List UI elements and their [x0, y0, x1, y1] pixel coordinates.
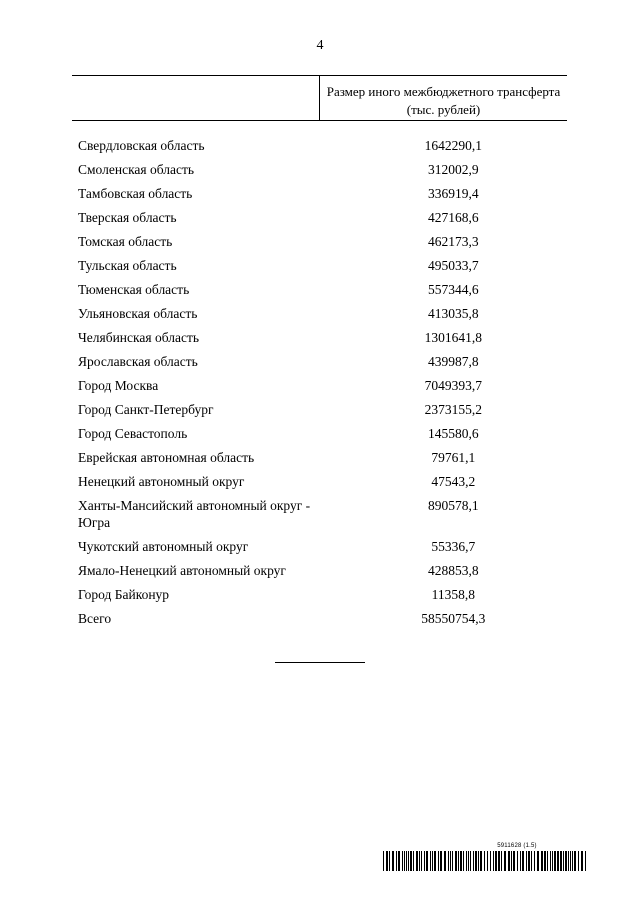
region-name: Ханты-Мансийский автономный округ - Югра	[78, 497, 311, 530]
barcode-bar	[495, 851, 497, 871]
region-name: Смоленская область	[78, 161, 195, 177]
barcode-bar	[534, 851, 535, 871]
barcode-bar	[406, 851, 407, 871]
barcode-bar	[563, 851, 564, 871]
barcode-bar	[450, 851, 451, 871]
table-row	[78, 157, 548, 181]
region-name: Челябинская область	[78, 329, 200, 345]
barcode-bar	[392, 851, 394, 871]
barcode-bar	[585, 851, 586, 871]
transfer-amount: 1642290,1	[424, 137, 483, 153]
transfer-amount: 413035,8	[428, 305, 479, 321]
barcode-bar	[484, 851, 485, 871]
barcode-bar	[520, 851, 521, 871]
barcode-bar	[430, 851, 431, 871]
table-row	[78, 469, 548, 493]
region-name: Ярославская область	[78, 353, 198, 369]
transfer-amount: 58550754,3	[421, 610, 486, 626]
barcode-bar	[468, 851, 469, 871]
table-row	[78, 181, 548, 205]
transfer-amount: 2373155,2	[424, 401, 483, 417]
barcode-bar	[557, 851, 559, 871]
barcode-bar	[398, 851, 400, 871]
barcode-bar	[528, 851, 530, 871]
table-row	[78, 582, 548, 606]
barcode-bar	[466, 851, 467, 871]
barcode-bar	[426, 851, 428, 871]
table-row	[78, 349, 548, 373]
table-body	[78, 133, 548, 630]
barcode-bar	[552, 851, 553, 871]
transfer-amount: 11358,8	[431, 586, 476, 602]
barcode-bar	[408, 851, 409, 871]
transfer-amount: 462173,3	[428, 233, 479, 249]
region-name: Тверская область	[78, 209, 177, 225]
barcode-bar	[421, 851, 422, 871]
transfer-amount: 495033,7	[428, 257, 479, 273]
barcode-bar	[478, 851, 479, 871]
region-name: Город Севастополь	[78, 425, 188, 441]
table-row	[78, 277, 548, 301]
barcode-bar	[419, 851, 420, 871]
region-name: Город Санкт-Петербург	[78, 401, 214, 417]
transfer-amount: 439987,8	[428, 353, 479, 369]
barcode-bar	[448, 851, 449, 871]
region-name: Тюменская область	[78, 281, 190, 297]
table-row	[78, 325, 548, 349]
transfer-amount: 890578,1	[428, 497, 479, 513]
region-name: Свердловская область	[78, 137, 205, 153]
barcode-bar	[504, 851, 506, 871]
barcode-bar	[458, 851, 459, 871]
barcode-bar	[475, 851, 477, 871]
barcode-bar	[487, 851, 488, 871]
barcode-bar	[404, 851, 405, 871]
table-row	[78, 558, 548, 582]
barcode-bar	[544, 851, 546, 871]
table-row	[78, 493, 548, 534]
barcode-bar	[565, 851, 567, 871]
barcode-bar	[570, 851, 571, 871]
page-number: 4	[316, 38, 324, 53]
barcode-bar	[440, 851, 442, 871]
barcode-bar	[383, 851, 384, 871]
barcode-bar	[560, 851, 562, 871]
barcode-bar	[455, 851, 457, 871]
barcode-bar	[452, 851, 453, 871]
barcode-bar	[389, 851, 390, 871]
table-row	[78, 445, 548, 469]
region-name: Тамбовская область	[78, 185, 193, 201]
table-row	[78, 253, 548, 277]
barcode-bar	[396, 851, 397, 871]
barcode-bar	[531, 851, 532, 871]
region-name: Тульская область	[78, 257, 177, 273]
transfer-amount: 47543,2	[431, 473, 476, 489]
transfer-amount: 1301641,8	[424, 329, 483, 345]
table-row	[78, 205, 548, 229]
transfer-amount: 312002,9	[428, 161, 479, 177]
region-name: Город Москва	[78, 377, 159, 393]
barcode-bar	[463, 851, 464, 871]
barcode-bar	[386, 851, 388, 871]
table-row	[78, 606, 548, 630]
barcode-bar	[578, 851, 579, 871]
barcode-bar	[402, 851, 403, 871]
barcode-image	[383, 851, 589, 871]
table-row	[78, 534, 548, 558]
barcode-bar	[498, 851, 500, 871]
barcode-bar	[554, 851, 556, 871]
barcode-bar	[438, 851, 439, 871]
transfer-amount: 7049393,7	[424, 377, 483, 393]
barcode-bar	[501, 851, 502, 871]
barcode-bar	[522, 851, 524, 871]
barcode-bar	[410, 851, 412, 871]
column-header-transfer-amount: Размер иного межбюджетного трансферта (тыс. рублей)	[326, 84, 561, 117]
transfer-amount: 428853,8	[428, 562, 479, 578]
barcode-bar	[473, 851, 474, 871]
transfer-amount: 79761,1	[431, 449, 476, 465]
barcode-bar	[416, 851, 418, 871]
barcode-bar	[424, 851, 425, 871]
barcode-bar	[541, 851, 543, 871]
table-row	[78, 421, 548, 445]
transfer-amount: 427168,6	[428, 209, 479, 225]
barcode-bar	[572, 851, 573, 871]
barcode-bar	[550, 851, 551, 871]
barcode-bar	[493, 851, 494, 871]
barcode-bar	[574, 851, 576, 871]
barcode-bar	[526, 851, 527, 871]
document-code: 5911628 (1.5)	[497, 843, 537, 849]
region-name: Ульяновская область	[78, 305, 198, 321]
end-of-document-rule	[275, 662, 365, 663]
barcode-bar	[470, 851, 471, 871]
barcode-bar	[490, 851, 491, 871]
transfer-amount: 145580,6	[428, 425, 479, 441]
barcode-bar	[568, 851, 569, 871]
barcode-bar	[480, 851, 482, 871]
barcode-bar	[517, 851, 518, 871]
transfer-amount: 55336,7	[431, 538, 476, 554]
region-name: Чукотский автономный округ	[78, 538, 249, 554]
barcode-bar	[508, 851, 510, 871]
barcode-bar	[547, 851, 548, 871]
table-row	[78, 373, 548, 397]
region-name: Город Байконур	[78, 586, 170, 602]
region-name: Томская область	[78, 233, 173, 249]
barcode-bar	[511, 851, 512, 871]
region-name: Всего	[78, 610, 112, 626]
barcode-bar	[413, 851, 414, 871]
barcode-bar	[537, 851, 539, 871]
table-row	[78, 397, 548, 421]
table-row	[78, 301, 548, 325]
barcode-bar	[581, 851, 583, 871]
transfer-amount: 557344,6	[428, 281, 479, 297]
table-row	[78, 133, 548, 157]
table-row	[78, 229, 548, 253]
barcode-bar	[432, 851, 433, 871]
region-name: Еврейская автономная область	[78, 449, 255, 465]
region-name: Ямало-Ненецкий автономный округ	[78, 562, 286, 578]
barcode-bar	[513, 851, 515, 871]
transfer-amount: 336919,4	[428, 185, 479, 201]
barcode-bar	[444, 851, 446, 871]
barcode-bar	[434, 851, 436, 871]
region-name: Ненецкий автономный округ	[78, 473, 245, 489]
table-header-rule	[72, 120, 567, 121]
barcode-bar	[460, 851, 462, 871]
